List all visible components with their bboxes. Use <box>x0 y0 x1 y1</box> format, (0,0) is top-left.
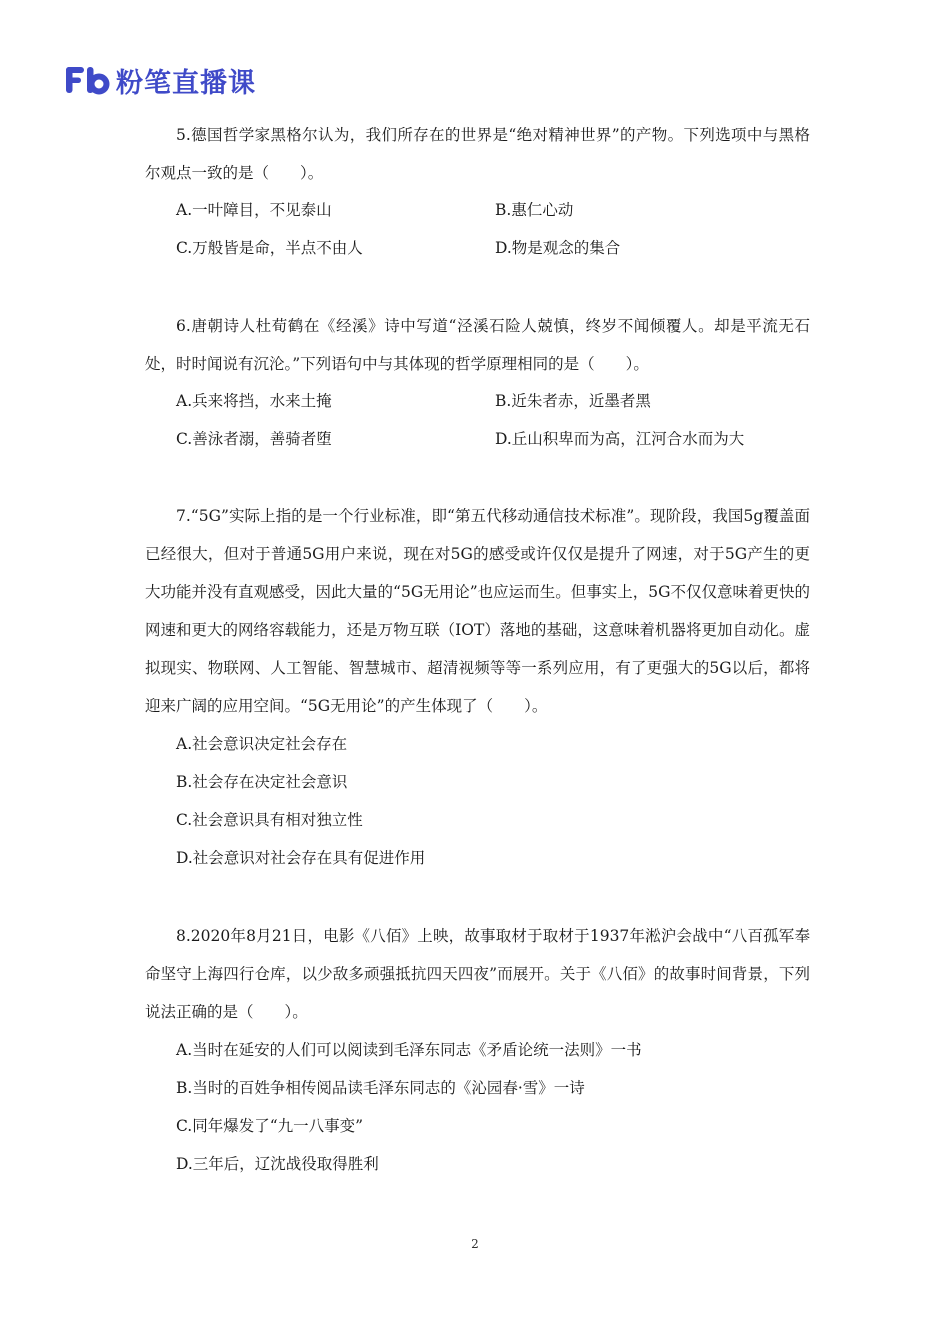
question-6 <box>145 307 810 383</box>
question-5 <box>145 116 810 192</box>
option-d: D.社会意识对社会存在具有促进作用 <box>176 849 426 867</box>
option-b: B.当时的百姓争相传阅品读毛泽东同志的《沁园春·雪》一诗 <box>176 1079 585 1097</box>
question-stem: 8.2020年8月21日，电影《八佰》上映，故事取材于取材于1937年淞沪会战中“八百孤军奉命坚守上海四行仓库，以少敌多顽强抵抗四天四夜”而展开。关于《八佰》的故事时间背景，下列说法正确的是（ ）。 <box>145 927 810 1021</box>
option-b: B.社会存在决定社会意识 <box>176 773 348 791</box>
question-7 <box>145 497 810 725</box>
option-c: C.同年爆发了“九一八事变” <box>176 1117 364 1135</box>
option-c: C.万般皆是命，半点不由人 <box>176 239 363 257</box>
option-a: A.社会意识决定社会存在 <box>176 735 348 753</box>
brand-logo <box>66 62 256 98</box>
question-stem: 6.唐朝诗人杜荀鹤在《经溪》诗中写道“泾溪石险人兢慎，终岁不闻倾覆人。却是平流无石处，时时闻说有沉沦。”下列语句中与其体现的哲学原理相同的是（ ）。 <box>145 317 810 373</box>
option-a: A.一叶障目，不见泰山 <box>176 201 332 219</box>
option-d: D.三年后，辽沈战役取得胜利 <box>176 1155 379 1173</box>
option-d: D.物是观念的集合 <box>495 239 621 257</box>
question-stem: 5.德国哲学家黑格尔认为，我们所存在的世界是“绝对精神世界”的产物。下列选项中与黑格尔观点一致的是（ ）。 <box>145 126 810 182</box>
option-b: B.惠仁心动 <box>495 201 574 219</box>
option-a: A.当时在延安的人们可以阅读到毛泽东同志《矛盾论统一法则》一书 <box>176 1041 642 1059</box>
option-c: C.善泳者溺，善骑者堕 <box>176 430 332 448</box>
brand-name: 粉笔直播课 <box>116 67 256 99</box>
option-d: D.丘山积卑而为高，江河合水而为大 <box>495 430 745 448</box>
question-8 <box>145 917 810 1031</box>
option-a: A.兵来将挡，水来土掩 <box>176 392 332 410</box>
option-c: C.社会意识具有相对独立性 <box>176 811 363 829</box>
page-number: 2 <box>471 1237 479 1251</box>
fb-logo-icon <box>66 65 110 95</box>
question-stem: 7.“5G”实际上指的是一个行业标准，即“第五代移动通信技术标准”。现阶段，我国5g覆盖面已经很大，但对于普通5G用户来说，现在对5G的感受或许仅仅是提升了网速，对于5G产生的更大功能并没有直观感受，因此大量的“5G无用论”也应运而生。但事实上，5G不仅仅意味着更快的网速和更大的网络容载能力，还是万物互联（IOT）落地的基础，这意味着机器将更加自动化。虚拟现实、物联网、人工智能、智慧城市、超清视频等等一系列应用，有了更强大的5G以后，都将迎来广阔的应用空间。“5G无用论”的产生体现了（ ）。 <box>145 507 810 715</box>
option-b: B.近朱者赤，近墨者黑 <box>495 392 651 410</box>
